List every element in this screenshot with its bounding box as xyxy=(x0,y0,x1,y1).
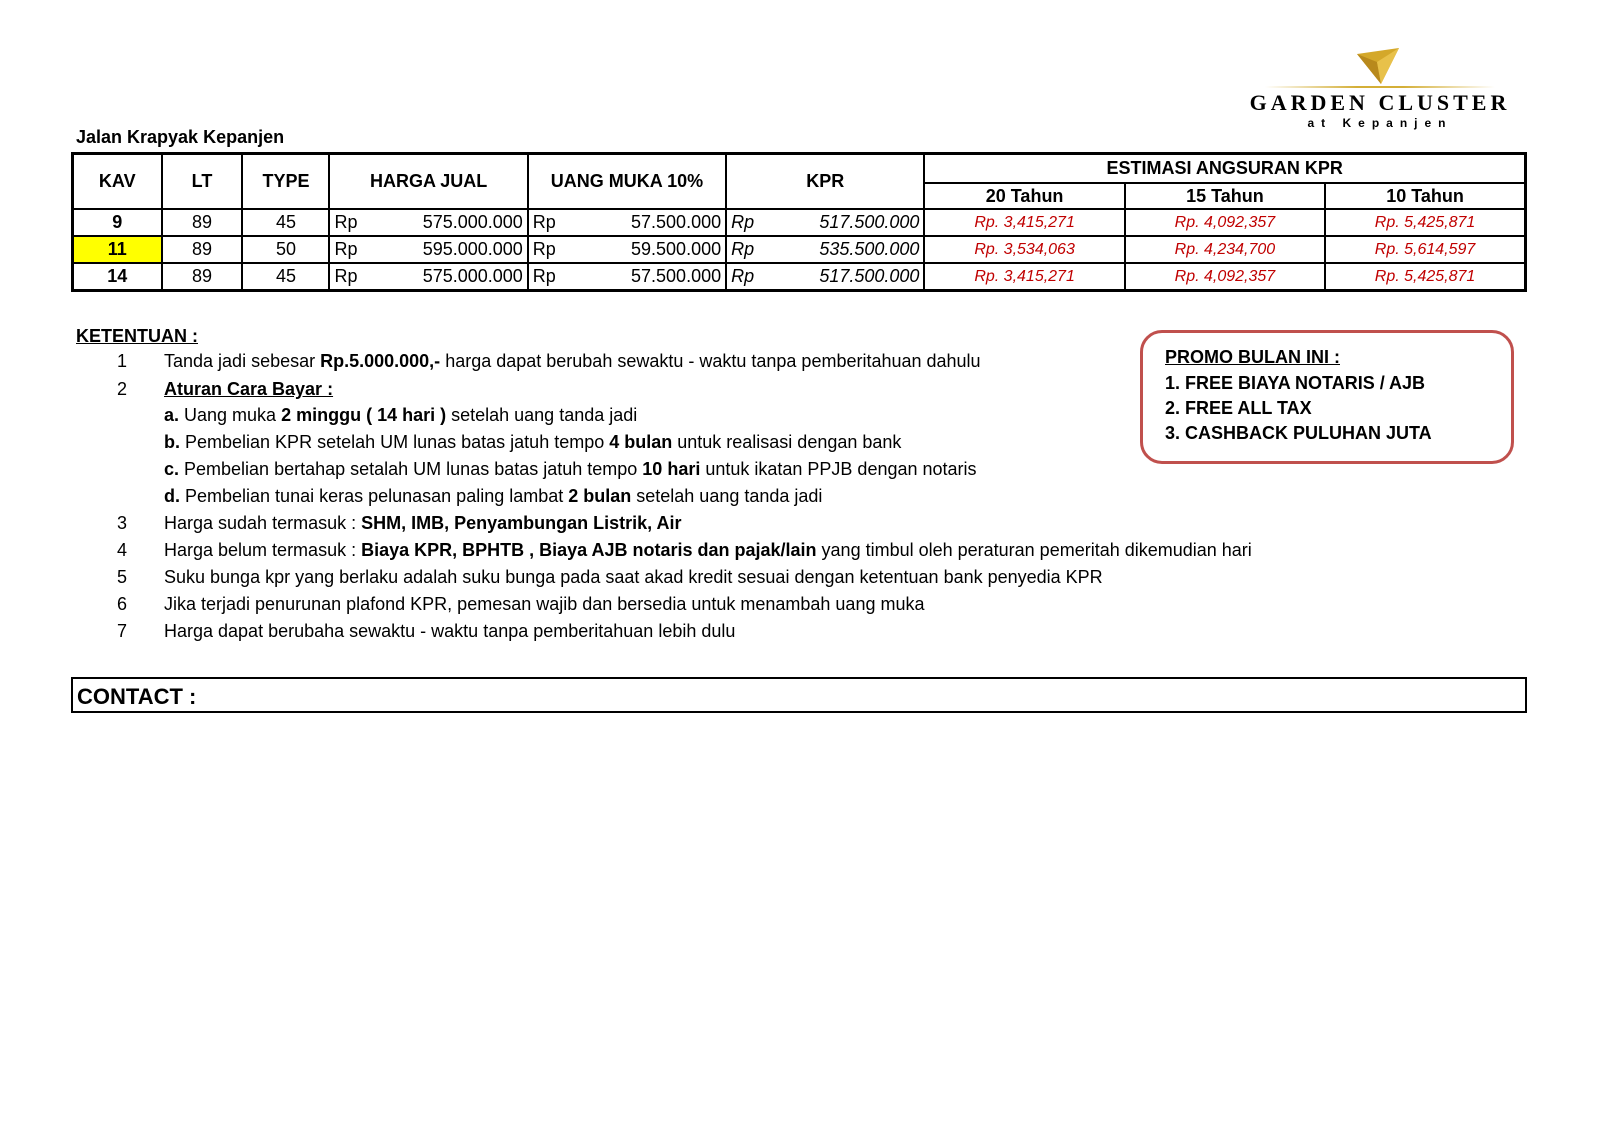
ketentuan-title: KETENTUAN : xyxy=(76,326,198,346)
term-heading: Aturan Cara Bayar : xyxy=(164,379,334,399)
header-harga-jual: HARGA JUAL xyxy=(329,154,527,210)
currency-label: Rp xyxy=(334,266,358,286)
term-text: Harga belum termasuk : Biaya KPR, BPHTB , Biaya AJB notaris dan pajak/lain yang timbul oleh peraturan pemeritah dikemudian hari xyxy=(164,540,1252,560)
term-text: Harga sudah termasuk : SHM, IMB, Penyambungan Listrik, Air xyxy=(164,513,682,533)
header-estimasi: ESTIMASI ANGSURAN KPR xyxy=(924,154,1525,184)
currency-label: Rp xyxy=(532,266,556,286)
term-text: Jika terjadi penurunan plafond KPR, pemesan wajib dan bersedia untuk menambah uang muka xyxy=(164,594,925,614)
cell-20-tahun: Rp. 3,415,271 xyxy=(924,263,1124,291)
header-kpr: KPR xyxy=(726,154,924,210)
cell-10-tahun: Rp. 5,425,871 xyxy=(1325,263,1525,291)
header-15-tahun: 15 Tahun xyxy=(1125,183,1325,209)
amount: 535.500.000 xyxy=(819,239,920,259)
header-kav: KAV xyxy=(73,154,162,210)
amount: 575.000.000 xyxy=(422,266,523,286)
promo-title: PROMO BULAN INI : xyxy=(1165,347,1340,367)
amount: 517.500.000 xyxy=(819,266,920,286)
table-row xyxy=(73,236,1526,263)
currency-label: Rp xyxy=(334,212,358,232)
term-number: 5 xyxy=(116,567,127,587)
subterm-b: b. Pembelian KPR setelah UM lunas batas jatuh tempo 4 bulan untuk realisasi dengan bank xyxy=(164,432,902,452)
cell-uang-muka xyxy=(528,263,726,291)
header-uang-muka: UANG MUKA 10% xyxy=(528,154,726,210)
cell-10-tahun: Rp. 5,425,871 xyxy=(1325,209,1525,236)
cell-15-tahun: Rp. 4,092,357 xyxy=(1125,209,1325,236)
subterm-d: d. Pembelian tunai keras pelunasan paling lambat 2 bulan setelah uang tanda jadi xyxy=(164,486,823,506)
term-number: 3 xyxy=(116,513,127,533)
table-row xyxy=(73,209,1526,236)
amount: 575.000.000 xyxy=(422,212,523,232)
amount: 57.500.000 xyxy=(631,212,722,232)
currency-label: Rp xyxy=(532,212,556,232)
contact-box xyxy=(71,677,1527,713)
amount: 57.500.000 xyxy=(631,266,722,286)
term-number: 4 xyxy=(116,540,127,560)
currency-label: Rp xyxy=(334,239,358,259)
promo-item: 1. FREE BIAYA NOTARIS / AJB xyxy=(1165,373,1426,393)
currency-label: Rp xyxy=(731,239,755,259)
logo-title: GARDEN CLUSTER xyxy=(1249,90,1511,115)
header-lt: LT xyxy=(162,154,243,210)
subterm-c: c. Pembelian bertahap setalah UM lunas batas jatuh tempo 10 hari untuk ikatan PPJB dengan notaris xyxy=(164,459,977,479)
cell-kpr xyxy=(726,209,924,236)
cell-kpr xyxy=(726,263,924,291)
table-row xyxy=(73,263,1526,291)
cell-kpr xyxy=(726,236,924,263)
cell-lt: 89 xyxy=(162,263,243,291)
term-text: Harga dapat berubaha sewaktu - waktu tanpa pemberitahuan lebih dulu xyxy=(164,621,736,641)
cell-uang-muka xyxy=(528,236,726,263)
cell-uang-muka xyxy=(528,209,726,236)
cell-lt: 89 xyxy=(162,236,243,263)
currency-label: Rp xyxy=(532,239,556,259)
currency-label: Rp xyxy=(731,212,755,232)
term-number: 7 xyxy=(116,621,127,641)
header-20-tahun: 20 Tahun xyxy=(924,183,1124,209)
amount: 517.500.000 xyxy=(819,212,920,232)
logo-subtitle: at Kepanjen xyxy=(1307,116,1453,130)
term-number: 2 xyxy=(116,379,127,399)
cell-20-tahun: Rp. 3,415,271 xyxy=(924,209,1124,236)
cell-15-tahun: Rp. 4,092,357 xyxy=(1125,263,1325,291)
cell-harga-jual xyxy=(329,263,527,291)
cell-15-tahun: Rp. 4,234,700 xyxy=(1125,236,1325,263)
cell-kav: 14 xyxy=(73,263,162,291)
cell-10-tahun: Rp. 5,614,597 xyxy=(1325,236,1525,263)
header-type: TYPE xyxy=(242,154,329,210)
currency-label: Rp xyxy=(731,266,755,286)
term-text: Tanda jadi sebesar Rp.5.000.000,- harga dapat berubah sewaktu - waktu tanpa pemberitahuan dahulu xyxy=(164,351,981,371)
cell-type: 45 xyxy=(242,263,329,291)
cell-kav: 9 xyxy=(73,209,162,236)
subterm-a: a. Uang muka 2 minggu ( 14 hari ) setelah uang tanda jadi xyxy=(164,405,638,425)
cell-type: 45 xyxy=(242,209,329,236)
term-text: Suku bunga kpr yang berlaku adalah suku bunga pada saat akad kredit sesuai dengan ketentuan bank penyedia KPR xyxy=(164,567,1103,587)
promo-item: 3. CASHBACK PULUHAN JUTA xyxy=(1165,423,1432,443)
logo-gold-line xyxy=(1265,86,1495,88)
cell-20-tahun: Rp. 3,534,063 xyxy=(924,236,1124,263)
cell-harga-jual xyxy=(329,209,527,236)
price-table xyxy=(71,152,1527,292)
location-title: Jalan Krapyak Kepanjen xyxy=(76,127,285,147)
cell-harga-jual xyxy=(329,236,527,263)
cell-lt: 89 xyxy=(162,209,243,236)
term-number: 1 xyxy=(116,351,127,371)
brand-logo xyxy=(1245,48,1515,130)
amount: 59.500.000 xyxy=(631,239,722,259)
term-number: 6 xyxy=(116,594,127,614)
header-10-tahun: 10 Tahun xyxy=(1325,183,1525,209)
contact-label: CONTACT : xyxy=(77,684,197,709)
promo-item: 2. FREE ALL TAX xyxy=(1165,398,1312,418)
diamond-emblem-icon xyxy=(1355,48,1401,86)
promo-box xyxy=(1140,330,1514,464)
cell-kav-highlighted: 11 xyxy=(73,236,162,263)
cell-type: 50 xyxy=(242,236,329,263)
amount: 595.000.000 xyxy=(422,239,523,259)
